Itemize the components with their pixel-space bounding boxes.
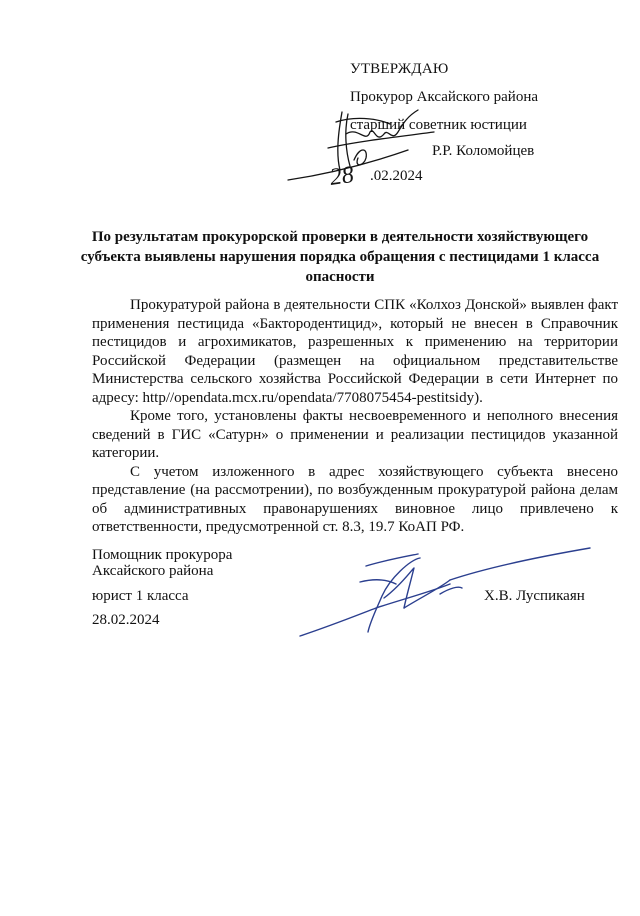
signer-role-line1: Помощник прокурора <box>92 547 233 563</box>
approval-rank: старший советник юстиции <box>350 117 527 133</box>
signer-role-line2: Аксайского района <box>92 563 214 579</box>
approval-date-handwritten: 28 <box>328 161 356 191</box>
document-body <box>92 296 618 537</box>
approval-name: Р.Р. Коломойцев <box>432 143 535 159</box>
body-paragraph: Прокуратурой района в деятельности СПК «Колхоз Донской» выявлен факт применения пестицида «Бактородентицид», который не внесен в Справочник пестицидов и агрохимикатов, разрешенных к применению на территории Российской Федерации (размещен на официальном представительстве Министерства сельского хозяйства Российской Федерации в сети Интернет по адресу: http//opendata.mcx.ru/opendata/7708075454-pestitsidy). <box>92 297 618 406</box>
signer-name: Х.В. Луспикаян <box>484 588 585 604</box>
document-headline: По результатам прокурорской проверки в деятельности хозяйствующего субъекта выявлены нарушения порядка обращения с пестицидами 1 класса опасности <box>80 229 600 285</box>
approval-position: Прокурор Аксайского района <box>350 89 539 105</box>
approval-date: .02.2024 <box>370 168 423 184</box>
signer-class: юрист 1 класса <box>92 588 189 604</box>
body-paragraph: С учетом изложенного в адрес хозяйствующего субъекта внесено представление (на рассмотрении), по возбужденным прокуратурой района делам об административных правонарушениях виновное лицо привлечено к ответственности, предусмотренной ст. 8.3, 19.7 КоАП РФ. <box>92 463 618 535</box>
signer-date: 28.02.2024 <box>92 612 160 628</box>
approval-block <box>0 0 640 200</box>
body-paragraph: Кроме того, установлены факты несвоевременного и неполного внесения сведений в ГИС «Сатурн» о применении и реализации пестицидов указанной категории. <box>92 408 618 461</box>
approval-title: УТВЕРЖДАЮ <box>350 61 449 77</box>
